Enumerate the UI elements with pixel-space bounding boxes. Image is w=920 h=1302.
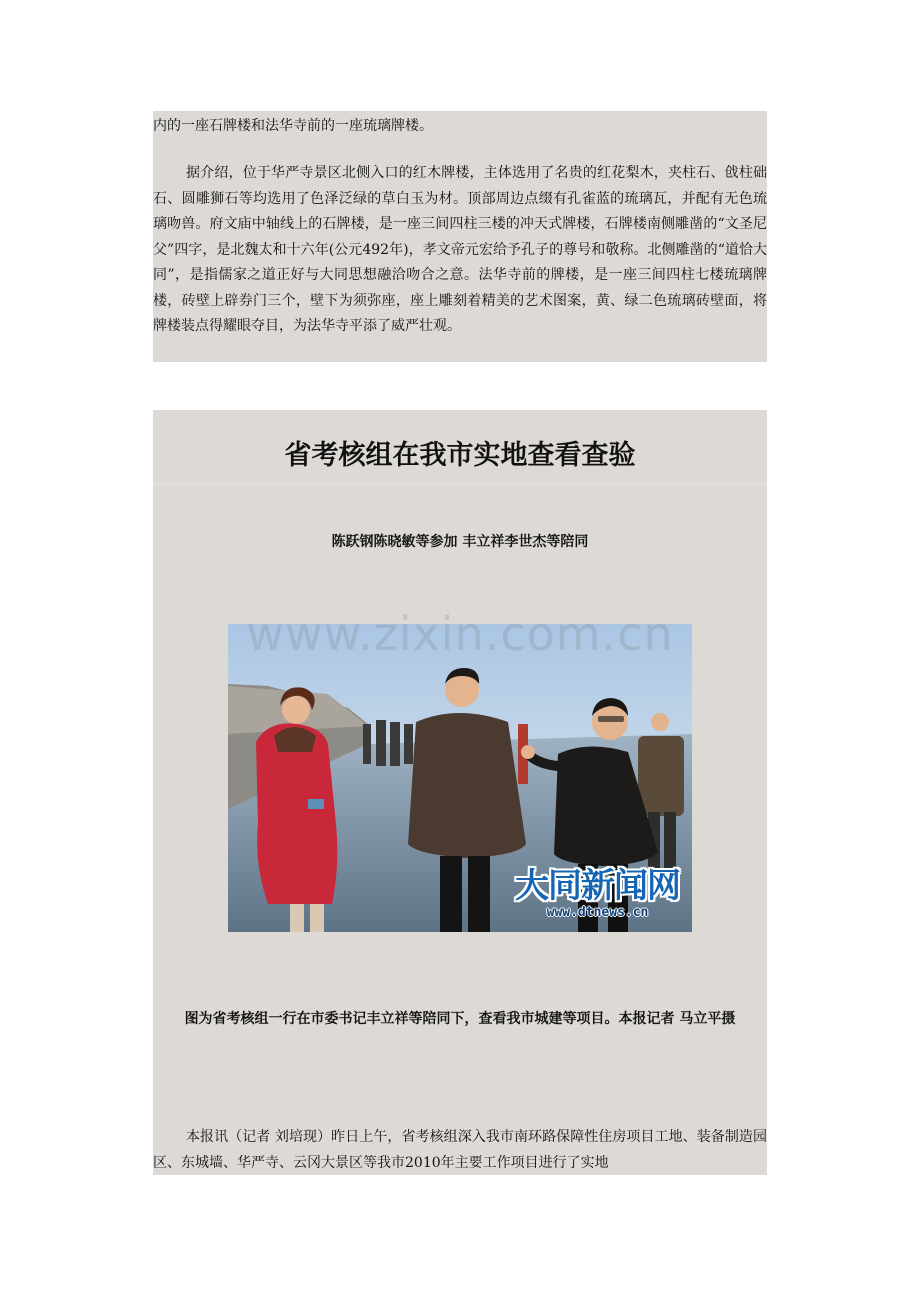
watermark: www.zixin.com.cn [246,607,674,661]
headline-divider [153,483,767,484]
news-site-logo [515,867,680,920]
continuation-line: 内的一座石牌楼和法华寺前的一座琉璃牌楼。 [153,118,433,134]
article-section-1 [153,111,767,362]
article-subheadline: 陈跃钢陈晓敏等参加 丰立祥李世杰等陪同 [331,534,589,550]
body-paragraph-2: 本报讯（记者 刘培现）昨日上午，省考核组深入我市南环路保障性住房项目工地、装备制造园区、东城墙、华严寺、云冈大景区等我市2010年主要工作项目进行了实地 [153,1129,767,1171]
article-section-2 [153,410,767,1175]
logo-name: 大同新闻网 [515,866,680,906]
logo-url: www.dtnews.cn [546,905,649,920]
news-photo [228,624,692,932]
body-paragraph-1: 据介绍，位于华严寺景区北侧入口的红木牌楼，主体选用了名贵的红花梨木，夹柱石、戗柱础石、圆雕狮石等均选用了色泽泛绿的草白玉为材。顶部周边点缀有孔雀蓝的琉璃瓦，并配有无色琉璃吻兽。府文庙中轴线上的石牌楼，是一座三间四柱三楼的冲天式牌楼，石牌楼南侧雕凿的“文圣尼父”四字，是北魏太和十六年(公元492年)，孝文帝元宏给予孔子的尊号和敬称。北侧雕凿的“道恰大同”，是指儒家之道正好与大同思想融洽吻合之意。法华寺前的牌楼，是一座三间四柱七楼琉璃牌楼，砖壁上辟券门三个，壁下为须弥座，座上雕刻着精美的艺术图案，黄、绿二色琉璃砖壁面，将牌楼装点得耀眼夺目，为法华寺平添了威严壮观。 [153,165,767,334]
photo-caption: 图为省考核组一行在市委书记丰立祥等陪同下，查看我市城建等项目。本报记者 马立平摄 [184,1011,736,1027]
article-headline: 省考核组在我市实地查看查验 [284,440,636,471]
